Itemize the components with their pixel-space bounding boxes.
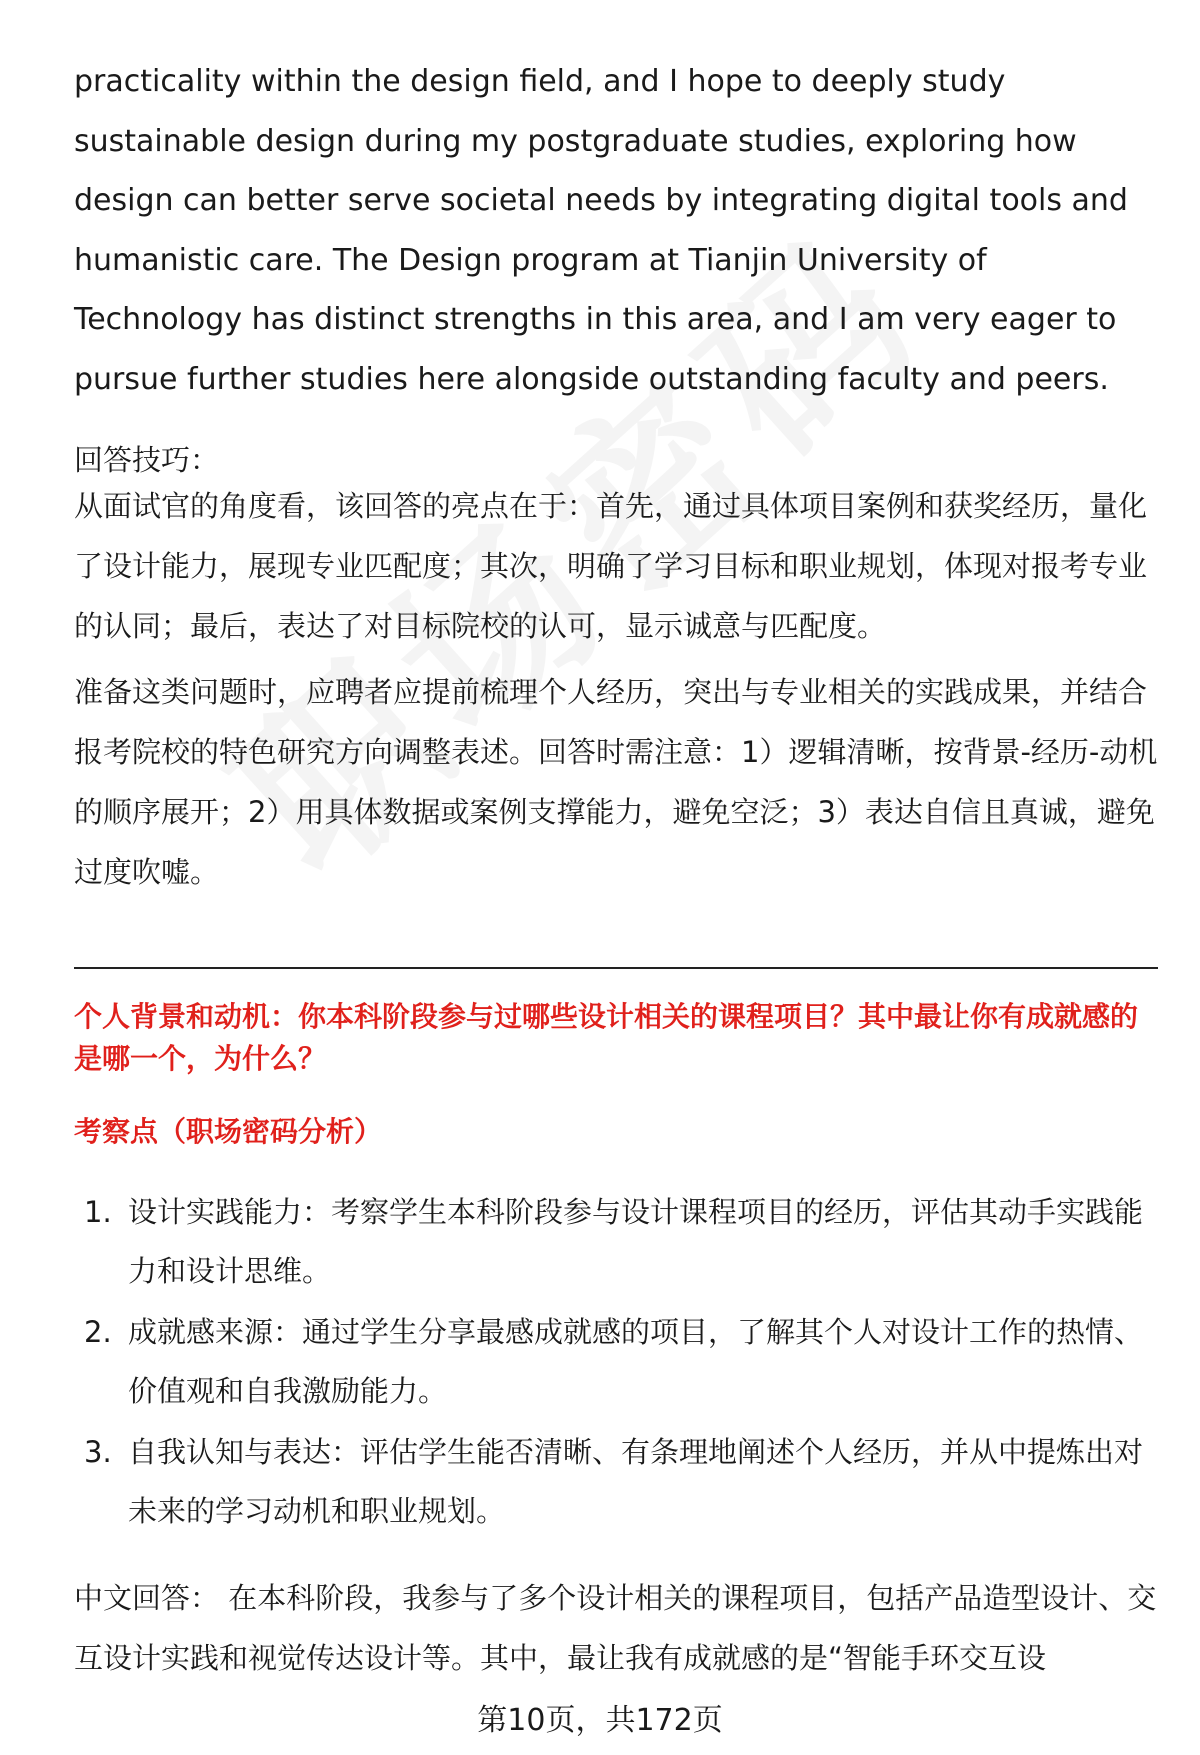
tips-paragraph-1: 从面试官的角度看，该回答的亮点在于：首先，通过具体项目案例和获奖经历，量化了设计能力，展现专业匹配度；其次，明确了学习目标和职业规划，体现对报考专业的认同；最后，表达了对目标院校的认可，显示诚意与匹配度。 bbox=[74, 489, 1148, 643]
page-footer: 第10页，共172页 bbox=[477, 1703, 723, 1738]
list-item-number: 2. bbox=[84, 1315, 112, 1349]
list-item-text: 成就感来源：通过学生分享最感成就感的项目，了解其个人对设计工作的热情、价值观和自我激励能力。 bbox=[128, 1315, 1144, 1408]
section-divider bbox=[74, 967, 1158, 969]
list-item-text: 设计实践能力：考察学生本科阶段参与设计课程项目的经历，评估其动手实践能力和设计思维。 bbox=[128, 1195, 1144, 1288]
chinese-answer: 中文回答： 在本科阶段，我参与了多个设计相关的课程项目，包括产品造型设计、交互设计实践和视觉传达设计等。其中，最让我有成就感的是“智能手环交互设 bbox=[74, 1581, 1157, 1675]
list-item-text: 自我认知与表达：评估学生能否清晰、有条理地阐述个人经历，并从中提炼出对未来的学习动机和职业规划。 bbox=[128, 1435, 1144, 1528]
list-item-number: 3. bbox=[84, 1435, 112, 1469]
english-paragraph: practicality within the design field, and I hope to deeply study sustainable design during my postgraduate studies, exploring how design can better serve societal needs by integrating digital tools and humanistic care. The Design program at Tianjin University of Technology has distinct strengths in this area, and I am very eager to pursue further studies here alongside outstanding faculty and peers. bbox=[74, 64, 1128, 397]
tips-paragraph-2: 准备这类问题时，应聘者应提前梳理个人经历，突出与专业相关的实践成果，并结合报考院校的特色研究方向调整表述。回答时需注意：1）逻辑清晰，按背景-经历-动机的顺序展开；2）用具体数据或案例支撑能力，避免空泛；3）表达自信且真诚，避免过度吹嘘。 bbox=[74, 675, 1158, 889]
question-title: 个人背景和动机：你本科阶段参与过哪些设计相关的课程项目？其中最让你有成就感的是哪一个，为什么？ bbox=[74, 1000, 1139, 1075]
question-subtitle: 考察点（职场密码分析） bbox=[74, 1115, 383, 1148]
list-item-number: 1. bbox=[84, 1195, 112, 1229]
tips-label: 回答技巧： bbox=[74, 443, 220, 477]
